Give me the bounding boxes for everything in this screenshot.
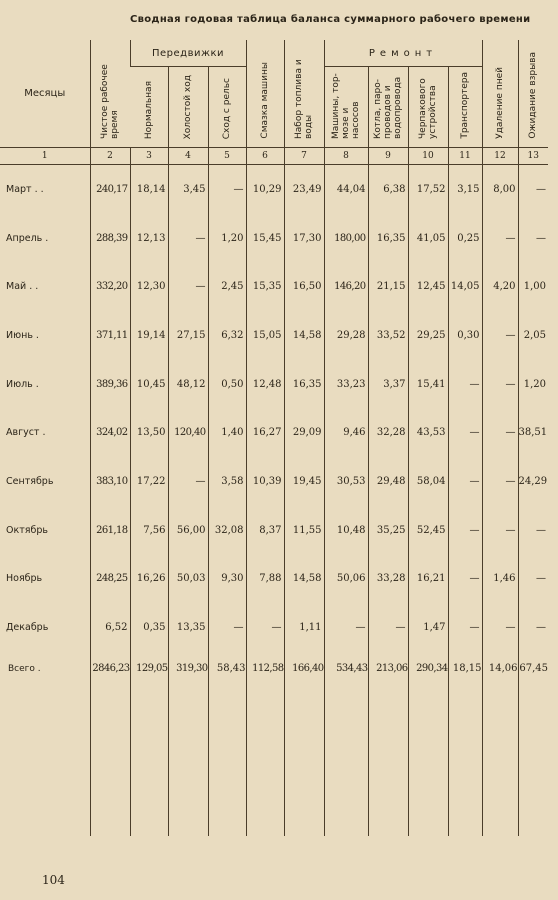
- table-cell: 16,35: [284, 360, 324, 409]
- table-cell: —: [168, 214, 208, 263]
- page-number: 104: [42, 873, 65, 887]
- header-col-7: Набор топлива и воды: [284, 40, 324, 148]
- table-cell: 389,36: [90, 360, 130, 409]
- table-cell: 11,55: [284, 506, 324, 555]
- empty-cell: [408, 686, 448, 836]
- table-cell: —: [324, 603, 368, 652]
- table-cell: 3,15: [448, 165, 482, 214]
- month-label: Декабрь: [6, 622, 49, 634]
- table-cell: 12,45: [408, 262, 448, 311]
- table-cell: 14,05: [448, 262, 482, 311]
- table-cell: —: [482, 603, 518, 652]
- table-cell: —: [168, 457, 208, 506]
- header-col-3: Нормальная: [130, 67, 168, 148]
- table-row: [0, 360, 548, 409]
- col-number: 10: [408, 148, 448, 165]
- table-cell: 0,50: [208, 360, 246, 409]
- table-cell: —: [518, 214, 548, 263]
- table-cell: 1,20: [208, 214, 246, 263]
- table-cell: 23,49: [284, 165, 324, 214]
- table-cell: 50,03: [168, 555, 208, 604]
- header-col-11: Транспортера: [448, 67, 482, 148]
- empty-row: [0, 686, 548, 836]
- month-label: Август .: [6, 427, 46, 439]
- total-label: Всего .: [8, 663, 41, 674]
- table-cell: —: [208, 603, 246, 652]
- table-cell: 33,23: [324, 360, 368, 409]
- table-cell: 3,37: [368, 360, 408, 409]
- table-cell: 24,29: [518, 457, 548, 506]
- table-cell: 166,40: [284, 652, 324, 686]
- table-cell: 371,11: [90, 311, 130, 360]
- table-cell: 129,05: [130, 652, 168, 686]
- table-cell: 146,20: [324, 262, 368, 311]
- table-cell: 56,00: [168, 506, 208, 555]
- table-row: [0, 603, 548, 652]
- table-cell: 3,45: [168, 165, 208, 214]
- table-cell: —: [168, 262, 208, 311]
- month-label: Ноябрь: [6, 573, 43, 585]
- col-number: 1: [0, 148, 90, 165]
- header-col-12: Удаление пней: [482, 40, 518, 148]
- table-cell: —: [246, 603, 284, 652]
- table-cell: 13,35: [168, 603, 208, 652]
- table-cell: 18,14: [130, 165, 168, 214]
- table-cell: 33,52: [368, 311, 408, 360]
- table-cell: 0,25: [448, 214, 482, 263]
- header-col-5: Сход с рельс: [208, 67, 246, 148]
- empty-cell: [518, 686, 548, 836]
- table-cell: 1,47: [408, 603, 448, 652]
- col-number: 5: [208, 148, 246, 165]
- table-cell: —: [448, 555, 482, 604]
- table-cell: 41,05: [408, 214, 448, 263]
- table-cell: 1,00: [518, 262, 548, 311]
- table-cell: 8,00: [482, 165, 518, 214]
- table-row: [0, 555, 548, 604]
- table-cell: 1,46: [482, 555, 518, 604]
- table-cell: 332,20: [90, 262, 130, 311]
- col-number: 9: [368, 148, 408, 165]
- table-cell: 1,20: [518, 360, 548, 409]
- table-cell: 9,46: [324, 408, 368, 457]
- table-cell: —: [482, 408, 518, 457]
- table-row: [0, 311, 548, 360]
- table-cell: 112,58: [246, 652, 284, 686]
- table-cell: 383,10: [90, 457, 130, 506]
- table-cell: —: [448, 457, 482, 506]
- table-cell: —: [448, 408, 482, 457]
- table-cell: 58,04: [408, 457, 448, 506]
- table-cell: 44,04: [324, 165, 368, 214]
- table-cell: —: [448, 506, 482, 555]
- empty-cell: [0, 686, 90, 836]
- table-cell: 7,56: [130, 506, 168, 555]
- table-cell: 30,53: [324, 457, 368, 506]
- table-cell: 43,53: [408, 408, 448, 457]
- table-cell: 3,58: [208, 457, 246, 506]
- empty-cell: [284, 686, 324, 836]
- table-cell: 16,26: [130, 555, 168, 604]
- table-cell: 10,39: [246, 457, 284, 506]
- table-cell: 52,45: [408, 506, 448, 555]
- table-cell: 27,15: [168, 311, 208, 360]
- empty-cell: [90, 686, 130, 836]
- col-number: 8: [324, 148, 368, 165]
- table-cell: 248,25: [90, 555, 130, 604]
- table-cell: 21,15: [368, 262, 408, 311]
- table-cell: 120,40: [168, 408, 208, 457]
- table-cell: —: [482, 506, 518, 555]
- table-cell: 1,11: [284, 603, 324, 652]
- table-cell: 324,02: [90, 408, 130, 457]
- col-number: 12: [482, 148, 518, 165]
- table-cell: —: [518, 555, 548, 604]
- table-cell: 16,50: [284, 262, 324, 311]
- col-number: 2: [90, 148, 130, 165]
- empty-cell: [246, 686, 284, 836]
- table-cell: 2,45: [208, 262, 246, 311]
- table-cell: 32,08: [208, 506, 246, 555]
- month-label: Апрель .: [6, 232, 49, 244]
- table-cell: 15,05: [246, 311, 284, 360]
- table-cell: 12,48: [246, 360, 284, 409]
- table-cell: 17,22: [130, 457, 168, 506]
- table-cell: —: [482, 214, 518, 263]
- table-cell: 240,17: [90, 165, 130, 214]
- table-cell: 288,39: [90, 214, 130, 263]
- table-cell: 0,35: [130, 603, 168, 652]
- col-number: 7: [284, 148, 324, 165]
- table-cell: 6,38: [368, 165, 408, 214]
- table-cell: 18,15: [448, 652, 482, 686]
- empty-cell: [168, 686, 208, 836]
- header-col-9: Котла, паро-проводов и водопровода: [368, 67, 408, 148]
- table-row: [0, 408, 548, 457]
- table-row: [0, 214, 548, 263]
- table-cell: 15,35: [246, 262, 284, 311]
- table-cell: —: [482, 311, 518, 360]
- total-row: [0, 652, 548, 686]
- table-cell: 10,29: [246, 165, 284, 214]
- table-cell: 8,37: [246, 506, 284, 555]
- table-cell: 19,45: [284, 457, 324, 506]
- table-cell: 16,35: [368, 214, 408, 263]
- month-label: Май . .: [6, 281, 39, 293]
- table-cell: —: [482, 360, 518, 409]
- empty-cell: [324, 686, 368, 836]
- table-cell: —: [448, 360, 482, 409]
- table-cell: 180,00: [324, 214, 368, 263]
- table-cell: 1,40: [208, 408, 246, 457]
- table-cell: 15,45: [246, 214, 284, 263]
- header-col-4: Холостой ход: [168, 67, 208, 148]
- table-cell: 14,58: [284, 555, 324, 604]
- table-cell: 33,28: [368, 555, 408, 604]
- table-cell: 17,52: [408, 165, 448, 214]
- table-cell: 29,28: [324, 311, 368, 360]
- col-number: 4: [168, 148, 208, 165]
- table-cell: 290,34: [408, 652, 448, 686]
- col-number: 6: [246, 148, 284, 165]
- month-label: Июнь .: [6, 329, 39, 341]
- month-label: Июль .: [6, 378, 39, 390]
- table-row: [0, 165, 548, 214]
- table-cell: 2846,23: [90, 652, 130, 686]
- table-cell: —: [518, 165, 548, 214]
- group-moves: Передвижки: [130, 40, 246, 67]
- table-cell: 15,41: [408, 360, 448, 409]
- table-cell: 14,58: [284, 311, 324, 360]
- table-title: Сводная годовая таблица баланса суммарного рабочего времени: [130, 14, 531, 25]
- header-months: Месяцы: [0, 40, 90, 148]
- table-cell: 7,88: [246, 555, 284, 604]
- table-cell: —: [208, 165, 246, 214]
- balance-table: [0, 40, 548, 836]
- table-cell: 29,09: [284, 408, 324, 457]
- table-cell: 213,06: [368, 652, 408, 686]
- month-label: Сентябрь: [6, 475, 54, 487]
- table-cell: 35,25: [368, 506, 408, 555]
- table-cell: 14,06: [482, 652, 518, 686]
- empty-cell: [368, 686, 408, 836]
- table-cell: 6,52: [90, 603, 130, 652]
- table-cell: 10,45: [130, 360, 168, 409]
- header-col-6: Смазка машины: [246, 40, 284, 148]
- table-cell: 50,06: [324, 555, 368, 604]
- table-cell: 12,13: [130, 214, 168, 263]
- table-cell: 16,27: [246, 408, 284, 457]
- table-cell: 10,48: [324, 506, 368, 555]
- table-cell: 48,12: [168, 360, 208, 409]
- table-row: [0, 457, 548, 506]
- header-col-10: Черпакового устройства: [408, 67, 448, 148]
- table-cell: 58,43: [208, 652, 246, 686]
- table-cell: 9,30: [208, 555, 246, 604]
- table-cell: 534,43: [324, 652, 368, 686]
- table-cell: 261,18: [90, 506, 130, 555]
- month-label: Март . .: [6, 183, 44, 195]
- table-cell: 2,05: [518, 311, 548, 360]
- table-row: [0, 262, 548, 311]
- table-cell: 38,51: [518, 408, 548, 457]
- table-cell: —: [482, 457, 518, 506]
- table-cell: 0,30: [448, 311, 482, 360]
- group-repair: Ремонт: [324, 40, 482, 67]
- table-cell: —: [448, 603, 482, 652]
- table-cell: 13,50: [130, 408, 168, 457]
- table-cell: 29,25: [408, 311, 448, 360]
- table-cell: 6,32: [208, 311, 246, 360]
- header-col-8: Машины, тор-мозе и насосов: [324, 67, 368, 148]
- header-col-13: Ожидание взрыва: [518, 40, 548, 148]
- empty-cell: [130, 686, 168, 836]
- table-cell: 16,21: [408, 555, 448, 604]
- table-cell: 17,30: [284, 214, 324, 263]
- col-number: 11: [448, 148, 482, 165]
- table-cell: 4,20: [482, 262, 518, 311]
- table-cell: 319,30: [168, 652, 208, 686]
- table-cell: 12,30: [130, 262, 168, 311]
- header-col-2: Чистое рабочее время: [90, 40, 130, 148]
- empty-cell: [208, 686, 246, 836]
- table-cell: —: [518, 506, 548, 555]
- table-cell: 67,45: [518, 652, 548, 686]
- column-number-row: [0, 148, 548, 165]
- table-cell: 19,14: [130, 311, 168, 360]
- table-cell: 29,48: [368, 457, 408, 506]
- month-label: Октябрь: [6, 524, 48, 536]
- table-cell: —: [368, 603, 408, 652]
- table-row: [0, 506, 548, 555]
- table-cell: —: [518, 603, 548, 652]
- table-cell: 32,28: [368, 408, 408, 457]
- empty-cell: [482, 686, 518, 836]
- empty-cell: [448, 686, 482, 836]
- col-number: 3: [130, 148, 168, 165]
- col-number: 13: [518, 148, 548, 165]
